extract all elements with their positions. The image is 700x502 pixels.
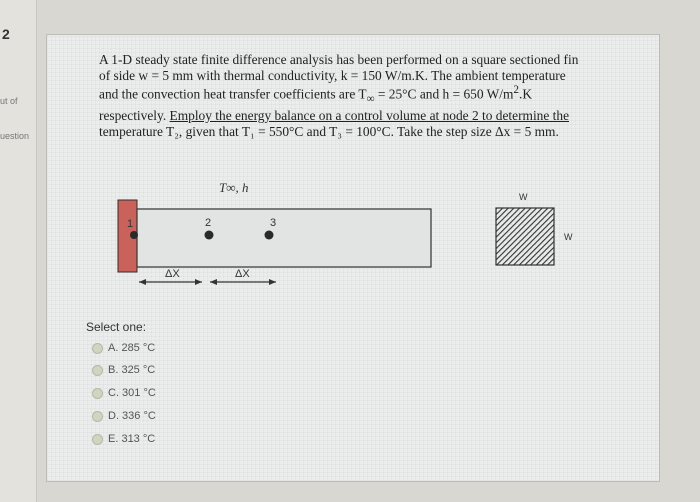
answer-option-d[interactable] — [92, 408, 156, 424]
answer-option-label: B. 325 °C — [108, 364, 156, 376]
radio-button[interactable] — [92, 343, 103, 354]
cross-section-height-label: W — [564, 232, 573, 242]
marks-out-of-label: ut of — [0, 96, 18, 106]
dx-label-2: ΔX — [235, 268, 250, 280]
infinity-subscript: ∞ — [366, 93, 375, 106]
answer-option-label: C. 301 °C — [108, 387, 156, 399]
answer-option-b[interactable] — [92, 362, 155, 378]
ambient-conditions-label: T∞, h — [219, 180, 249, 195]
dx-arrow-2-left-head — [210, 279, 217, 285]
question-number: 2 — [2, 26, 10, 42]
radio-button[interactable] — [92, 434, 103, 445]
select-one-label: Select one: — [86, 320, 147, 334]
node-3-dot — [265, 231, 274, 240]
radio-button[interactable] — [92, 388, 103, 399]
flag-question-label[interactable]: uestion — [0, 131, 30, 141]
question-line: A 1-D steady state finite difference analysis has been performed on a square sectioned fin — [99, 52, 579, 67]
question-text-part: .K — [519, 86, 533, 102]
answer-option-label: D. 336 °C — [108, 410, 156, 422]
node-1-dot — [130, 231, 138, 239]
node-1-label: 1 — [127, 218, 134, 230]
question-line: of side w = 5 mm with thermal conductivity, k = 150 W/m.K. The ambient temperature — [99, 67, 566, 83]
answer-option-label: E. 313 °C — [108, 433, 156, 445]
question-text-part: = 25°C and h = 650 W/m — [374, 86, 514, 102]
fin-cross-section — [496, 208, 554, 265]
dx-arrow-1-left-head — [139, 279, 146, 285]
answer-option-label: A. 285 °C — [108, 342, 156, 354]
question-text-part: and the convection heat transfer coefficients are T — [99, 86, 367, 102]
node-2-label: 2 — [205, 217, 212, 229]
dx-label-1: ΔX — [165, 268, 180, 280]
question-text-underlined: Employ the energy balance on a control volume at node 2 to determine the — [169, 107, 570, 123]
node-3-label: 3 — [270, 217, 277, 229]
question-line: temperature T₂, given that T₁ = 550°C and T₃ = 100°C. Take the step size Δx = 5 mm. — [99, 123, 559, 139]
question-card — [46, 34, 660, 482]
fin-body — [137, 209, 431, 267]
node-2-dot — [205, 231, 214, 240]
squared-superscript: 2 — [513, 84, 519, 97]
radio-button[interactable] — [92, 365, 103, 376]
question-text-part: respectively. — [99, 107, 170, 123]
dx-arrow-2-right-head — [269, 279, 276, 285]
cross-section-width-label: W — [519, 192, 528, 202]
answer-option-c[interactable] — [92, 385, 156, 401]
dx-arrow-1-right-head — [195, 279, 202, 285]
answer-option-a[interactable] — [92, 340, 155, 356]
radio-button[interactable] — [92, 411, 103, 422]
question-sidebar — [0, 0, 37, 502]
answer-option-e[interactable] — [92, 431, 155, 447]
